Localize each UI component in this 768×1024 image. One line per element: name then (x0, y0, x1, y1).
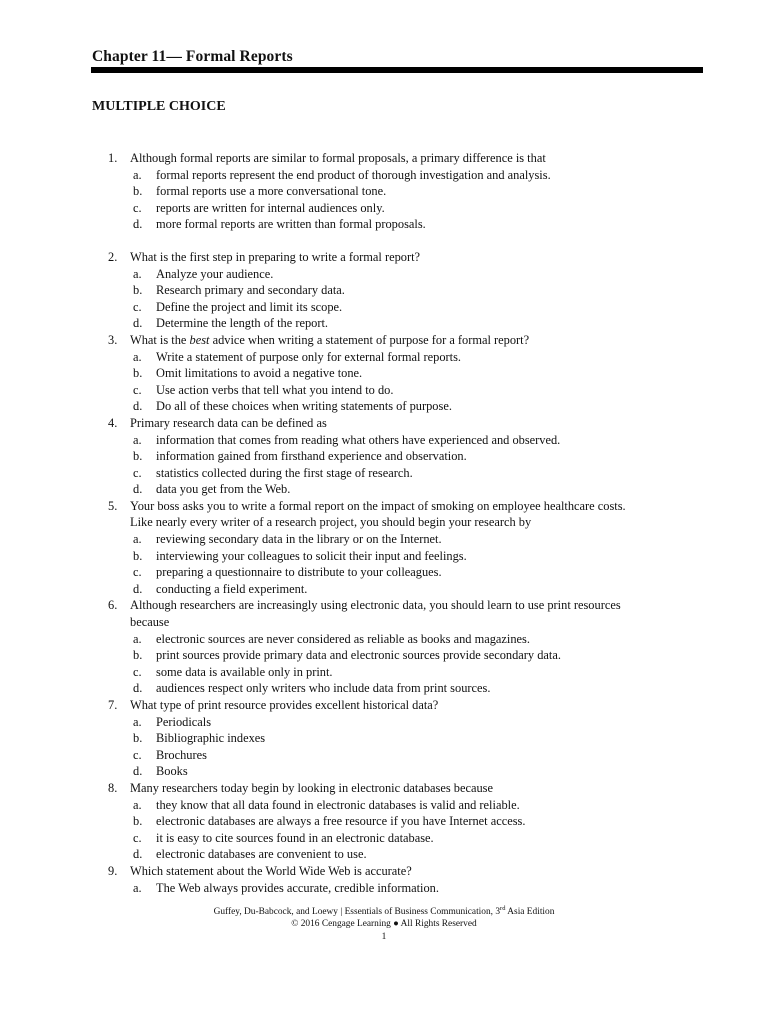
choice-letter: b. (133, 366, 143, 381)
choice-text: Write a statement of purpose only for external formal reports. (156, 349, 462, 364)
choice-letter: a. (133, 532, 142, 547)
question-stem: What is the first step in preparing to write a formal report? (130, 249, 421, 264)
choice-text: Define the project and limit its scope. (156, 299, 343, 314)
question-number: 1. (108, 151, 118, 165)
choice-list (0, 797, 768, 863)
choice-letter: d. (133, 217, 143, 232)
choice-text: Brochures (156, 747, 207, 762)
question-number: 6. (108, 598, 118, 613)
stem-text: What is the (130, 332, 190, 347)
choice-text: electronic sources are never considered as reliable as books and magazines. (156, 631, 530, 646)
choice (0, 880, 768, 897)
choice-letter: a. (133, 167, 142, 182)
choice-text: interviewing your colleagues to solicit their input and feelings. (156, 548, 467, 563)
footer-authors: Guffey, Du-Babcock, and Loewy | Essentials of Business Communication, 3 (213, 907, 501, 917)
choice-letter: d. (133, 681, 143, 696)
choice (0, 647, 768, 664)
choice-letter: c. (133, 382, 142, 397)
choice (0, 481, 768, 498)
choice-text: Determine the length of the report. (156, 316, 329, 331)
choice (0, 299, 768, 316)
choice-letter: c. (133, 200, 142, 215)
footer-copyright: © 2016 Cengage Learning ● All Rights Reserved (291, 919, 477, 929)
choice-letter: b. (133, 283, 143, 298)
choice (0, 763, 768, 780)
choice-letter: a. (133, 880, 142, 895)
choice-letter: c. (133, 299, 142, 314)
choice-text: Bibliographic indexes (156, 731, 266, 746)
choice-text: Analyze your audience. (156, 266, 274, 281)
choice-list (0, 349, 768, 415)
choice-letter: b. (133, 184, 143, 199)
choice (0, 714, 768, 731)
question-stem: Many researchers today begin by looking in electronic databases because (130, 780, 493, 795)
choice (0, 581, 768, 598)
choice-list (0, 531, 768, 597)
choice-text: they know that all data found in electronic databases is valid and reliable. (156, 797, 520, 812)
choice (0, 747, 768, 764)
choice-text: electronic databases are convenient to use. (156, 847, 367, 862)
choice-letter: b. (133, 731, 143, 746)
choice-text: print sources provide primary data and electronic sources provide secondary data. (156, 648, 561, 663)
choice-letter: d. (133, 764, 143, 779)
chapter-title: Chapter 11— Formal Reports (92, 48, 293, 65)
choice (0, 680, 768, 697)
choice-letter: c. (133, 664, 142, 679)
question-6 (0, 597, 768, 697)
choice-letter: a. (133, 714, 142, 729)
choice-text: audiences respect only writers who include data from print sources. (156, 681, 491, 696)
question-4 (0, 415, 768, 498)
choice-text: The Web always provides accurate, credible information. (156, 880, 439, 895)
choice-text: Do all of these choices when writing statements of purpose. (156, 399, 452, 414)
choice (0, 167, 768, 184)
choice-letter: d. (133, 399, 143, 414)
choice-text: reports are written for internal audiences only. (156, 200, 385, 215)
choice-text: formal reports represent the end product of thorough investigation and analysis. (156, 167, 551, 182)
choice (0, 631, 768, 648)
question-5 (0, 498, 768, 598)
question-stem: Which statement about the World Wide Web is accurate? (130, 863, 412, 878)
question-stem: Although researchers are increasingly using electronic data, you should learn to use print resources (130, 598, 621, 613)
choice (0, 448, 768, 465)
stem-emphasis: best (189, 332, 210, 347)
choice (0, 183, 768, 200)
question-9 (0, 863, 768, 896)
question-number: 7. (108, 698, 118, 712)
choice (0, 830, 768, 847)
choice-text: preparing a questionnaire to distribute to your colleagues. (156, 565, 442, 580)
question-number: 3. (108, 332, 118, 347)
choice-text: data you get from the Web. (156, 482, 291, 497)
footer-citation (0, 906, 768, 918)
choice-letter: a. (133, 797, 142, 812)
page-number: 1 (381, 932, 387, 942)
choice-letter: a. (133, 349, 142, 364)
choice (0, 349, 768, 366)
choice-text: Periodicals (156, 714, 212, 729)
choice-letter: c. (133, 747, 142, 762)
choice (0, 266, 768, 283)
question-stem (130, 332, 710, 349)
question-3 (0, 332, 768, 415)
question-8 (0, 780, 768, 863)
footer-edition: Asia Edition (505, 907, 555, 917)
stem-text: advice when writing a statement of purpose for a formal report? (209, 332, 530, 347)
question-number: 4. (108, 415, 118, 430)
choice-text: reviewing secondary data in the library or on the Internet. (156, 532, 442, 547)
choice-text: statistics collected during the first stage of research. (156, 465, 413, 480)
choice-letter: b. (133, 814, 143, 829)
choice-letter: b. (133, 449, 143, 464)
choice-list (0, 167, 768, 233)
choice-text: more formal reports are written than formal proposals. (156, 217, 426, 232)
choice (0, 365, 768, 382)
choice-letter: d. (133, 316, 143, 331)
choice (0, 797, 768, 814)
choice-letter: d. (133, 847, 143, 862)
choice-text: Use action verbs that tell what you intend to do. (156, 382, 394, 397)
choice-list (0, 266, 768, 332)
choice (0, 813, 768, 830)
choice (0, 730, 768, 747)
question-1 (0, 150, 768, 233)
choice-letter: b. (133, 648, 143, 663)
choice (0, 846, 768, 863)
question-stem: Although formal reports are similar to formal proposals, a primary difference is that (130, 151, 546, 165)
choice-text: it is easy to cite sources found in an electronic database. (156, 830, 434, 845)
choice (0, 664, 768, 681)
question-list (0, 150, 768, 896)
choice (0, 315, 768, 332)
choice-list (0, 432, 768, 498)
choice-letter: b. (133, 548, 143, 563)
choice-text: Books (156, 764, 188, 779)
choice-letter: c. (133, 465, 142, 480)
choice (0, 200, 768, 217)
choice-text: electronic databases are always a free resource if you have Internet access. (156, 814, 526, 829)
question-number: 2. (108, 249, 118, 264)
question-stem: Primary research data can be defined as (130, 415, 327, 430)
choice-text: conducting a field experiment. (156, 581, 308, 596)
footer-edition-superscript: rd (500, 904, 506, 912)
question-number: 8. (108, 780, 118, 795)
choice (0, 465, 768, 482)
choice (0, 282, 768, 299)
question-stem: What type of print resource provides excellent historical data? (130, 698, 439, 712)
question-7 (0, 697, 768, 780)
question-2 (0, 249, 768, 332)
header-rule (91, 67, 703, 73)
choice-list (0, 631, 768, 697)
choice-text: information that comes from reading what others have experienced and observed. (156, 432, 561, 447)
choice-list (0, 714, 768, 780)
choice (0, 398, 768, 415)
choice-text: formal reports use a more conversational tone. (156, 184, 387, 199)
choice (0, 432, 768, 449)
choice-text: information gained from firsthand experience and observation. (156, 449, 467, 464)
choice-letter: d. (133, 581, 143, 596)
question-number: 9. (108, 863, 118, 878)
choice-text: some data is available only in print. (156, 664, 333, 679)
choice (0, 216, 768, 233)
choice-letter: c. (133, 565, 142, 580)
choice-list (0, 880, 768, 897)
choice-letter: a. (133, 631, 142, 646)
section-heading: MULTIPLE CHOICE (92, 99, 226, 114)
choice-letter: d. (133, 482, 143, 497)
question-stem: Your boss asks you to write a formal report on the impact of smoking on employee healthcare costs. (130, 498, 626, 513)
choice (0, 531, 768, 548)
question-number: 5. (108, 498, 118, 513)
choice-letter: c. (133, 830, 142, 845)
choice (0, 564, 768, 581)
choice-text: Omit limitations to avoid a negative tone. (156, 366, 363, 381)
question-stem-continued: because (130, 615, 170, 630)
choice-letter: a. (133, 266, 142, 281)
choice (0, 382, 768, 399)
choice-text: Research primary and secondary data. (156, 283, 345, 298)
choice-letter: a. (133, 432, 142, 447)
question-stem-continued: Like nearly every writer of a research project, you should begin your research by (130, 515, 532, 530)
choice (0, 548, 768, 565)
